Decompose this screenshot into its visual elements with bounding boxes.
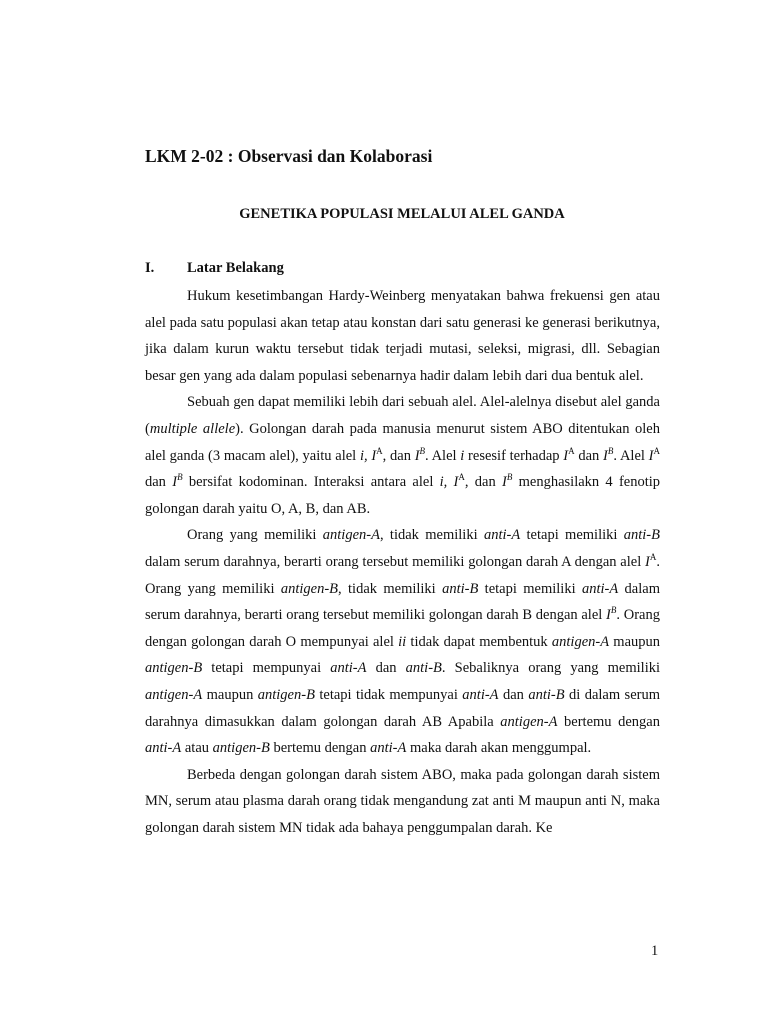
text-run: bertemu dengan — [557, 713, 660, 730]
italic-term: anti-A — [483, 527, 521, 544]
text-run: Hukum kesetimbangan Hardy-Weinberg menyatakan bahwa frekuensi gen atau alel pada satu populasi akan tetap atau konstan dari satu generasi ke generasi berikutnya, jika dalam kurun waktu tersebut tidak terjadi mutasi, seleksi, migrasi, dll. Sebagian besar gen yang ada dalam populasi sebenarnya hadir dalam lebih dari dua bentuk alel. — [145, 288, 660, 384]
text-run: di dalam serum darahnya dimasukkan dalam golongan darah AB Apabila — [145, 686, 660, 730]
italic-term: antigen-A — [500, 713, 558, 730]
italic-term: anti-A — [330, 660, 367, 677]
body-paragraph — [145, 283, 660, 389]
italic-term: I — [502, 474, 507, 491]
text-run: atau — [181, 740, 213, 757]
superscript: B — [177, 472, 183, 483]
text-run: . Alel — [425, 447, 461, 464]
italic-term: I — [563, 447, 569, 464]
superscript: A — [376, 445, 383, 456]
text-run: dalam serum darahnya, berarti orang tersebut memiliki golongan darah A dengan alel — [145, 553, 646, 570]
document-title: LKM 2-02 : Observasi dan Kolaborasi — [145, 146, 433, 166]
text-run: maupun — [202, 686, 258, 703]
italic-term: I — [172, 474, 178, 491]
italic-term: I — [645, 553, 650, 570]
text-run: dan — [574, 447, 604, 464]
italic-term: antigen-A — [322, 527, 380, 544]
superscript: B — [419, 445, 426, 456]
text-run: dan — [145, 474, 173, 491]
italic-term: I — [606, 607, 611, 624]
text-run: maupun — [609, 633, 660, 650]
italic-term: anti-B — [528, 686, 565, 703]
body-paragraph — [145, 762, 660, 842]
body-paragraph — [145, 522, 660, 761]
document-subtitle: GENETIKA POPULASI MELALUI ALEL GANDA — [239, 206, 565, 222]
italic-term: antigen-B — [212, 740, 270, 757]
text-run: . Orang yang memiliki — [145, 553, 660, 597]
italic-term: i, I — [439, 474, 459, 491]
text-run: dalam serum darahnya, berarti orang tersebut memiliki golongan darah B dengan alel — [145, 580, 660, 624]
superscript: A — [458, 472, 465, 483]
text-run: Orang yang memiliki — [187, 527, 323, 544]
italic-term: antigen-B — [280, 580, 339, 597]
italic-term: anti-B — [442, 580, 479, 597]
italic-term: anti-B — [405, 660, 442, 677]
section-number: I. — [145, 260, 155, 276]
text-run: . Sebaliknya orang yang memiliki — [441, 660, 660, 677]
italic-term: multiple allele — [149, 420, 236, 437]
page-number: 1 — [651, 943, 659, 959]
text-run: bertemu dengan — [269, 740, 371, 757]
text-run: , tidak memiliki — [338, 580, 443, 597]
text-run: , dan — [464, 474, 502, 491]
italic-term: antigen-A — [551, 633, 610, 650]
body-text — [145, 283, 660, 841]
section-title: Latar Belakang — [187, 260, 284, 276]
text-run: tetapi tidak mempunyai — [314, 686, 463, 703]
text-run: Sebuah gen dapat memiliki lebih dari sebuah alel. Alel-alelnya disebut alel ganda ( — [145, 394, 660, 437]
text-run: tidak dapat membentuk — [406, 633, 552, 650]
superscript: B — [607, 445, 614, 456]
text-run: menghasilakn 4 fenotip golongan darah yaitu O, A, B, dan AB. — [145, 474, 661, 517]
section-heading — [145, 260, 284, 277]
text-run: dan — [498, 686, 529, 703]
text-run: . Alel — [613, 447, 649, 464]
text-run: resesif terhadap — [464, 447, 564, 464]
text-run: Berbeda dengan golongan darah sistem ABO, maka pada golongan darah sistem MN, serum atau plasma darah orang tidak mengandung zat anti M maupun anti N, maka golongan darah sistem MN tidak ada bahaya penggumpalan darah. Ke — [145, 766, 660, 836]
italic-term: anti-A — [370, 740, 407, 757]
text-run: dan — [366, 660, 406, 677]
superscript: A — [568, 445, 575, 456]
italic-term: anti-A — [581, 580, 619, 597]
italic-term: I — [603, 447, 608, 464]
text-run: . Orang dengan golongan darah O mempunyai alel — [145, 607, 660, 650]
superscript: A — [649, 552, 657, 563]
body-paragraph — [145, 389, 660, 522]
text-run: tetapi memiliki — [478, 580, 582, 597]
text-run: tetapi memiliki — [520, 527, 624, 544]
superscript: B — [506, 472, 513, 483]
text-run: bersifat kodominan. Interaksi antara alel — [182, 474, 440, 491]
text-run: ). Golongan darah pada manusia menurut sistem ABO ditentukan oleh alel ganda (3 macam alel), yaitu alel — [145, 420, 660, 464]
italic-term: anti-A — [462, 686, 499, 703]
text-run: maka darah akan menggumpal. — [406, 740, 592, 757]
text-run: , tidak memiliki — [379, 527, 484, 544]
italic-term: antigen-B — [257, 686, 315, 703]
italic-term: I — [414, 447, 420, 464]
italic-term: anti-B — [623, 527, 660, 544]
italic-term: ii — [398, 633, 407, 650]
superscript: A — [653, 445, 660, 456]
text-run: , dan — [382, 447, 415, 464]
italic-term: i, I — [359, 447, 377, 464]
italic-term: i — [460, 447, 465, 464]
italic-term: I — [648, 447, 654, 464]
superscript: B — [610, 605, 617, 616]
text-run: tetapi mempunyai — [202, 660, 331, 677]
italic-term: antigen-A — [145, 686, 203, 703]
italic-term: anti-A — [145, 740, 182, 757]
italic-term: antigen-B — [145, 660, 203, 677]
